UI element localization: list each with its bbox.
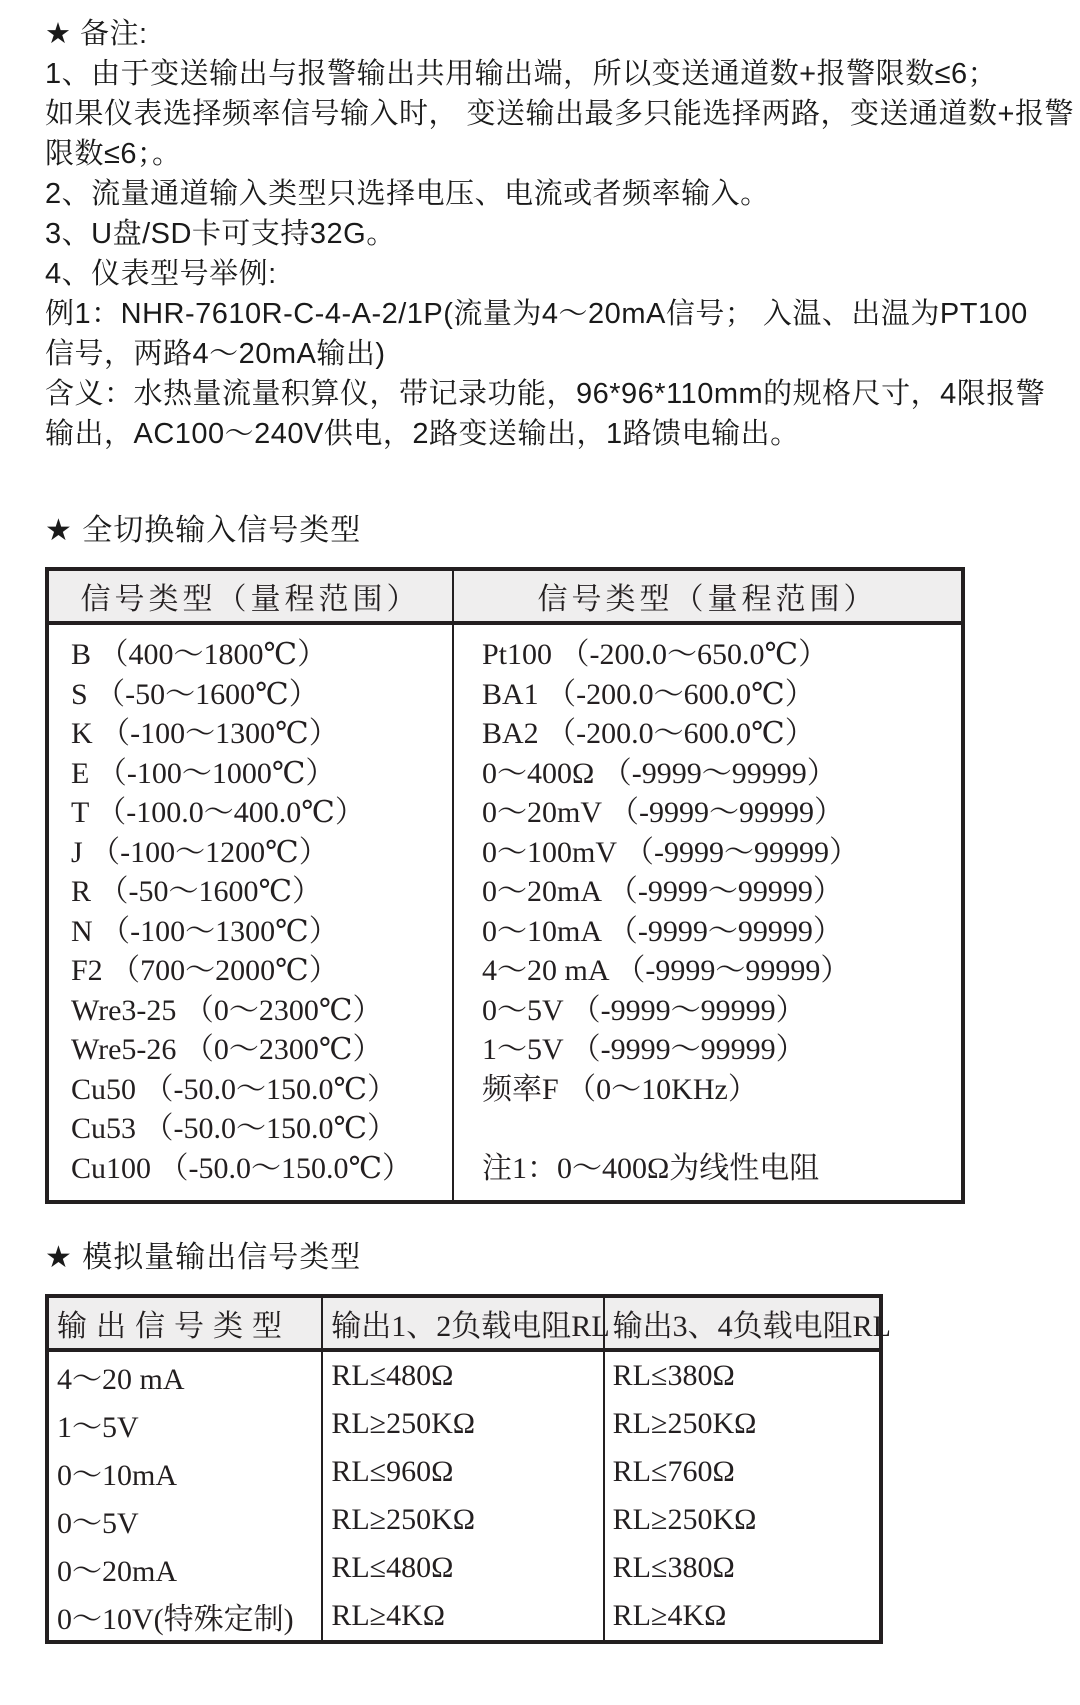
output-type: 0～10V(特殊定制): [57, 1603, 294, 1636]
input-type-4-20ma: 4～20 mA （-9999～99999）: [482, 954, 851, 987]
input-table-note: 注1：0～400Ω为线性电阻: [482, 1151, 820, 1185]
notes-title: ★ 备注:: [45, 18, 148, 50]
rl12-value: RL≥250KΩ: [322, 1400, 603, 1448]
input-type-400ohm: 0～400Ω （-9999～99999）: [482, 756, 837, 790]
note-line-4: 2、流量通道输入类型只选择电压、电流或者频率输入。: [45, 178, 770, 210]
rl34-value: RL≤380Ω: [604, 1350, 881, 1400]
rl34-value: RL≤760Ω: [604, 1448, 881, 1496]
input-type-r: R （-50～1600℃）: [71, 875, 323, 908]
input-signal-section-title: ★ 全切换输入信号类型: [45, 514, 362, 547]
output-type: 0～10mA: [57, 1459, 177, 1492]
rl12-value: RL≤480Ω: [322, 1544, 603, 1592]
output-table-header-rl12: 输出1、2负载电阻RL: [322, 1296, 603, 1350]
rl34-value: RL≥250KΩ: [604, 1496, 881, 1544]
input-type-100mv: 0～100mV （-9999～99999）: [482, 835, 859, 869]
input-table-header-left: 信号类型（量程范围）: [47, 569, 453, 623]
input-type-1-5v: 1～5V （-9999～99999）: [482, 1033, 806, 1066]
rl12-value: RL≤960Ω: [322, 1448, 603, 1496]
table-row: [47, 1496, 881, 1544]
input-type-t: T （-100.0～400.0℃）: [71, 796, 365, 829]
input-type-cu53: Cu53 （-50.0～150.0℃）: [71, 1112, 398, 1145]
note-line-6: 4、仪表型号举例:: [45, 258, 277, 290]
input-type-b: B （400～1800℃）: [71, 638, 328, 671]
output-signal-section-title: ★ 模拟量输出信号类型: [45, 1241, 362, 1274]
note-line-5: 3、U盘/SD卡可支持32G。: [45, 218, 396, 250]
input-type-10ma: 0～10mA （-9999～99999）: [482, 914, 843, 948]
output-type: 0～20mA: [57, 1555, 177, 1588]
output-type: 0～5V: [57, 1507, 139, 1540]
input-signal-table: [45, 567, 965, 1204]
output-type: 1～5V: [57, 1411, 139, 1444]
output-table-header-type: 输出信号类型: [47, 1296, 322, 1350]
note-line-9: 含义：水热量流量积算仪，带记录功能，96*96*110mm的规格尺寸，4限报警: [45, 378, 1046, 410]
input-type-20ma: 0～20mA （-9999～99999）: [482, 875, 843, 908]
input-table-header-row: [47, 569, 963, 623]
note-line-8: 信号，两路4～20mA输出): [45, 338, 386, 370]
input-type-freq: 频率F （0～10KHz）: [482, 1072, 758, 1106]
table-row: [47, 1350, 881, 1400]
table-row: [47, 1400, 881, 1448]
input-type-k: K （-100～1300℃）: [71, 717, 339, 750]
blank-line: [454, 1109, 961, 1149]
output-table-header-rl34: 输出3、4负载电阻RL: [604, 1296, 881, 1350]
input-table-left-cell: [47, 623, 453, 1202]
rl34-value: RL≤380Ω: [604, 1544, 881, 1592]
rl12-value: RL≥4KΩ: [322, 1592, 603, 1642]
table-row: [47, 1448, 881, 1496]
notes-section: [45, 14, 1074, 454]
table-row: [47, 1592, 881, 1642]
input-type-s: S （-50～1600℃）: [71, 677, 319, 711]
input-type-0-5v: 0～5V （-9999～99999）: [482, 993, 806, 1027]
note-line-7: 例1：NHR-7610R-C-4-A-2/1P(流量为4～20mA信号； 入温、出温为PT100: [45, 298, 1028, 330]
input-type-wre3-25: Wre3-25 （0～2300℃）: [71, 993, 383, 1027]
rl34-value: RL≥4KΩ: [604, 1592, 881, 1642]
input-type-ba1: BA1 （-200.0～600.0℃）: [482, 677, 815, 711]
note-line-10: 输出，AC100～240V供电，2路变送输出，1路馈电输出。: [45, 418, 800, 450]
input-type-wre5-26: Wre5-26 （0～2300℃）: [71, 1033, 383, 1066]
input-type-f2: F2 （700～2000℃）: [71, 954, 339, 987]
rl34-value: RL≥250KΩ: [604, 1400, 881, 1448]
input-type-ba2: BA2 （-200.0～600.0℃）: [482, 717, 815, 750]
input-type-cu50: Cu50 （-50.0～150.0℃）: [71, 1072, 398, 1106]
note-line-3: 限数≤6；。: [45, 138, 182, 170]
rl12-value: RL≥250KΩ: [322, 1496, 603, 1544]
note-line-2: 如果仪表选择频率信号输入时， 变送输出最多只能选择两路，变送通道数+报警: [45, 98, 1074, 130]
input-type-cu100: Cu100 （-50.0～150.0℃）: [71, 1151, 413, 1185]
output-signal-table: [45, 1294, 891, 1644]
input-table-right-cell: [453, 623, 963, 1202]
input-table-body-row: [47, 623, 963, 1202]
table-row: [47, 1544, 881, 1592]
note-line-1: 1、由于变送输出与报警输出共用输出端，所以变送通道数+报警限数≤6；: [45, 58, 998, 90]
input-table-header-right: 信号类型（量程范围）: [453, 569, 963, 623]
output-type: 4～20 mA: [57, 1363, 185, 1396]
input-type-20mv: 0～20mV （-9999～99999）: [482, 796, 844, 829]
input-type-e: E （-100～1000℃）: [71, 756, 336, 790]
input-type-n: N （-100～1300℃）: [71, 914, 339, 948]
output-table-header-row: [47, 1296, 881, 1350]
input-type-j: J （-100～1200℃）: [71, 835, 329, 869]
rl12-value: RL≤480Ω: [322, 1350, 603, 1400]
input-type-pt100: Pt100 （-200.0～650.0℃）: [482, 638, 829, 671]
